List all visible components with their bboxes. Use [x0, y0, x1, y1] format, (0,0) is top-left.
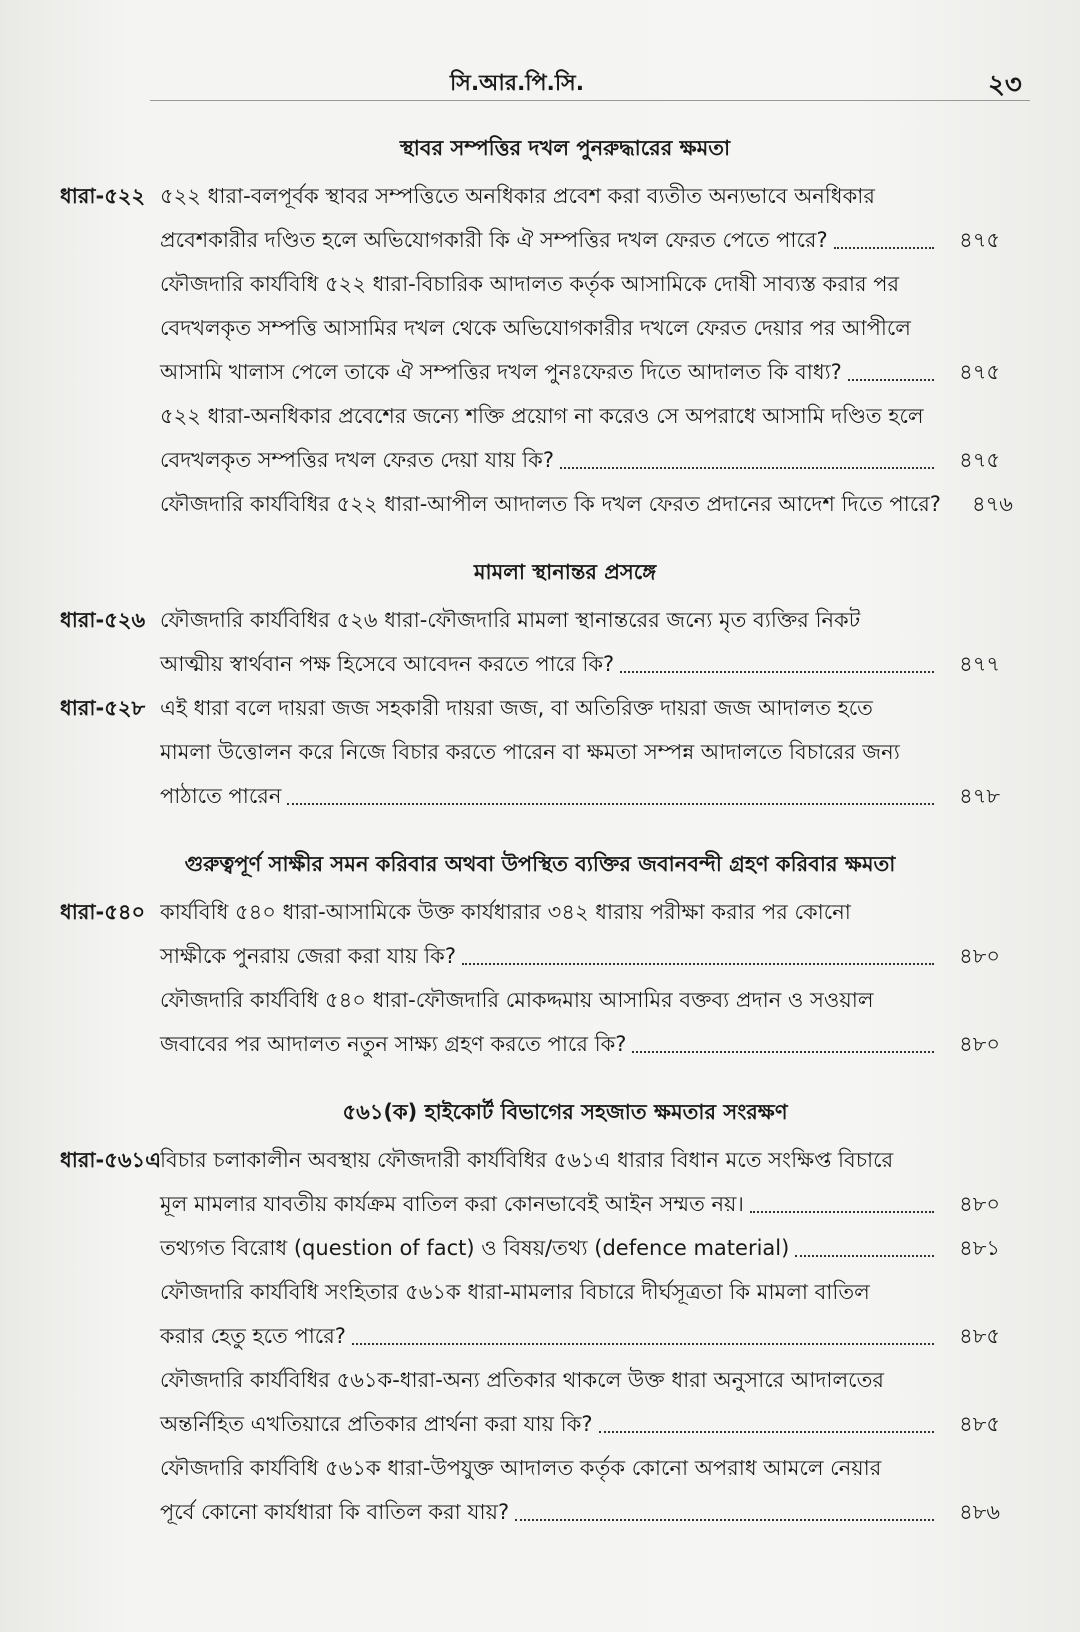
entry-line: ফৌজদারি কার্যবিধি ৫২২ ধারা-বিচারিক আদালত কর্তৃক আসামিকে দোষী সাব্যস্ত করার পর [160, 272, 900, 296]
toc-entry [60, 174, 1000, 262]
header-rule [150, 100, 1030, 101]
entry-line: পূর্বে কোনো কার্যধারা কি বাতিল করা যায়? [160, 1500, 510, 1524]
entry-line: অন্তর্নিহিত এখতিয়ারে প্রতিকার প্রার্থনা করা যায় কি? [160, 1412, 593, 1436]
entry-text [160, 978, 1000, 1066]
section-heading: ৫৬১(ক) হাইকোর্ট বিভাগের সহজাত ক্ষমতার সংরক্ষণ [342, 1100, 788, 1124]
entry-final-line [160, 1226, 1000, 1270]
entry-line: জবাবের পর আদালত নতুন সাক্ষ্য গ্রহণ করতে পারে কি? [160, 1032, 627, 1056]
entry-page-number: ৪৮০ [959, 1192, 1000, 1216]
entry-final-line [160, 482, 1013, 526]
entry-page-number: ৪৭৫ [959, 360, 1000, 384]
toc-entry [60, 1138, 1000, 1226]
section-heading: স্থাবর সম্পত্তির দখল পুনরুদ্ধারের ক্ষমতা [399, 136, 731, 160]
toc-entry [60, 598, 1000, 686]
dot-leader [795, 1226, 934, 1257]
entry-text [160, 1138, 1000, 1226]
toc-entry [60, 1270, 1000, 1358]
entry-page-number: ৪৮৫ [959, 1324, 1000, 1348]
entry-line: বেদখলকৃত সম্পত্তি আসামির দখল থেকে অভিযোগকারীর দখলে ফেরত দেয়ার পর আপীলে [160, 316, 911, 340]
entry-line: আসামি খালাস পেলে তাকে ঐ সম্পত্তির দখল পুনঃফেরত দিতে আদালত কি বাধ্য? [160, 360, 842, 384]
entry-text [160, 262, 1000, 394]
entry-text [160, 1226, 1000, 1270]
section-gap [60, 818, 1000, 836]
entry-final-line [160, 642, 1000, 686]
entry-final-line [160, 438, 1000, 482]
dot-leader [848, 350, 934, 381]
page-number: ২৩ [988, 70, 1022, 100]
entry-line: মামলা উত্তোলন করে নিজে বিচার করতে পারেন বা ক্ষমতা সম্পন্ন আদালতে বিচারের জন্য [160, 740, 900, 764]
entry-text [160, 598, 1000, 686]
entry-line: আত্মীয় স্বার্থবান পক্ষ হিসেবে আবেদন করতে পারে কি? [160, 652, 615, 676]
dot-leader [750, 1182, 934, 1213]
toc-entry [60, 262, 1000, 394]
section-heading: মামলা স্থানান্তর প্রসঙ্গে [473, 560, 657, 584]
dot-leader [834, 218, 934, 249]
running-header [0, 62, 1080, 102]
entry-final-line [160, 218, 1000, 262]
entry-page-number: ৪৭৫ [959, 228, 1000, 252]
entry-text [160, 686, 1000, 818]
entry-line: ফৌজদারি কার্যবিধির ৫২৬ ধারা-ফৌজদারি মামলা স্থানান্তরের জন্যে মৃত ব্যক্তির নিকট [160, 608, 861, 632]
entry-line: পাঠাতে পারেন [160, 784, 282, 808]
entry-final-line [160, 1314, 1000, 1358]
entry-text [160, 1446, 1000, 1534]
toc-entry [60, 1226, 1000, 1270]
entry-final-line [160, 1490, 1000, 1534]
entry-final-line [160, 934, 1000, 978]
entry-line: ফৌজদারি কার্যবিধির ৫৬১ক-ধারা-অন্য প্রতিকার থাকলে উক্ত ধারা অনুসারে আদালতের [160, 1368, 884, 1392]
section-code: ধারা-৫২৬ [60, 608, 146, 632]
dot-leader [515, 1490, 934, 1521]
entry-line: ৫২২ ধারা-বলপূর্বক স্থাবর সম্পত্তিতে অনধিকার প্রবেশ করা ব্যতীত অন্যভাবে অনধিকার [160, 184, 875, 208]
entry-line: ৫২২ ধারা-অনধিকার প্রবেশের জন্যে শক্তি প্রয়োগ না করেও সে অপরাধে আসামি দণ্ডিত হলে [160, 404, 924, 428]
dot-leader [287, 774, 934, 805]
entry-text [160, 482, 1013, 526]
toc-entry [60, 890, 1000, 978]
entry-line: কার্যবিধি ৫৪০ ধারা-আসামিকে উক্ত কার্যধারার ৩৪২ ধারায় পরীক্ষা করার পর কোনো [160, 900, 851, 924]
running-title: সি.আর.পি.সি. [450, 71, 585, 96]
entry-final-line [160, 774, 1000, 818]
entry-line: তথ্যগত বিরোধ (question of fact) ও বিষয়/তথ্য (defence material) [160, 1236, 790, 1260]
table-of-contents [60, 120, 1013, 1534]
entry-page-number: ৪৭৮ [959, 784, 1000, 808]
entry-final-line [160, 1182, 1000, 1226]
entry-line: ফৌজদারি কার্যবিধি সংহিতার ৫৬১ক ধারা-মামলার বিচারে দীর্ঘসূত্রতা কি মামলা বাতিল [160, 1280, 870, 1304]
toc-entry [60, 978, 1000, 1066]
section-code: ধারা-৫২৮ [60, 696, 146, 720]
entry-text [160, 174, 1000, 262]
dot-leader [352, 1314, 934, 1345]
section-gap [60, 1066, 1000, 1084]
toc-entry [60, 482, 1013, 526]
entry-line: ফৌজদারি কার্যবিধি ৫৪০ ধারা-ফৌজদারি মোকদ্দমায় আসামির বক্তব্য প্রদান ও সওয়াল [160, 988, 874, 1012]
toc-entry [60, 686, 1000, 818]
section-code: ধারা-৫৬১এ [60, 1148, 162, 1172]
dot-leader [632, 1022, 934, 1053]
toc-entry [60, 394, 1000, 482]
dot-leader [620, 642, 934, 673]
entry-line: ফৌজদারি কার্যবিধির ৫২২ ধারা-আপীল আদালত কি দখল ফেরত প্রদানের আদেশ দিতে পারে? [160, 492, 941, 516]
entry-page-number: ৪৮০ [959, 944, 1000, 968]
entry-text [160, 890, 1000, 978]
entry-line: বেদখলকৃত সম্পত্তির দখল ফেরত দেয়া যায় কি? [160, 448, 555, 472]
entry-final-line [160, 1402, 1000, 1446]
entry-page-number: ৪৮৬ [959, 1500, 1000, 1524]
entry-page-number: ৪৭৫ [959, 448, 1000, 472]
entry-text [160, 1270, 1000, 1358]
entry-line: বিচার চলাকালীন অবস্থায় ফৌজদারী কার্যবিধির ৫৬১এ ধারার বিধান মতে সংক্ষিপ্ত বিচারে [160, 1148, 894, 1172]
toc-entry [60, 1358, 1000, 1446]
entry-text [160, 1358, 1000, 1446]
section-code: ধারা-৫৪০ [60, 900, 146, 924]
dot-leader [560, 438, 934, 469]
entry-line: করার হেতু হতে পারে? [160, 1324, 346, 1348]
entry-line: মূল মামলার যাবতীয় কার্যক্রম বাতিল করা কোনভাবেই আইন সম্মত নয়। [160, 1192, 744, 1216]
entry-line: সাক্ষীকে পুনরায় জেরা করা যায় কি? [160, 944, 456, 968]
entry-page-number: ৪৮১ [959, 1236, 1000, 1260]
dot-leader [462, 934, 934, 965]
section-code: ধারা-৫২২ [60, 184, 146, 208]
entry-page-number: ৪৮০ [959, 1032, 1000, 1056]
dot-leader [599, 1402, 934, 1433]
entry-page-number: ৪৮৫ [959, 1412, 1000, 1436]
entry-line: ফৌজদারি কার্যবিধি ৫৬১ক ধারা-উপযুক্ত আদালত কর্তৃক কোনো অপরাধ আমলে নেয়ার [160, 1456, 882, 1480]
entry-final-line [160, 350, 1000, 394]
entry-page-number: ৪৭৭ [959, 652, 1000, 676]
entry-line: প্রবেশকারীর দণ্ডিত হলে অভিযোগকারী কি ঐ সম্পত্তির দখল ফেরত পেতে পারে? [160, 228, 828, 252]
entry-page-number: ৪৭৬ [971, 492, 1013, 516]
entry-text [160, 394, 1000, 482]
entry-final-line [160, 1022, 1000, 1066]
toc-entry [60, 1446, 1000, 1534]
section-gap [60, 526, 1000, 544]
entry-line: এই ধারা বলে দায়রা জজ সহকারী দায়রা জজ, বা অতিরিক্ত দায়রা জজ আদালত হতে [160, 696, 873, 720]
section-heading: গুরুত্বপূর্ণ সাক্ষীর সমন করিবার অথবা উপস্থিত ব্যক্তির জবানবন্দী গ্রহণ করিবার ক্ষমতা [184, 852, 896, 876]
